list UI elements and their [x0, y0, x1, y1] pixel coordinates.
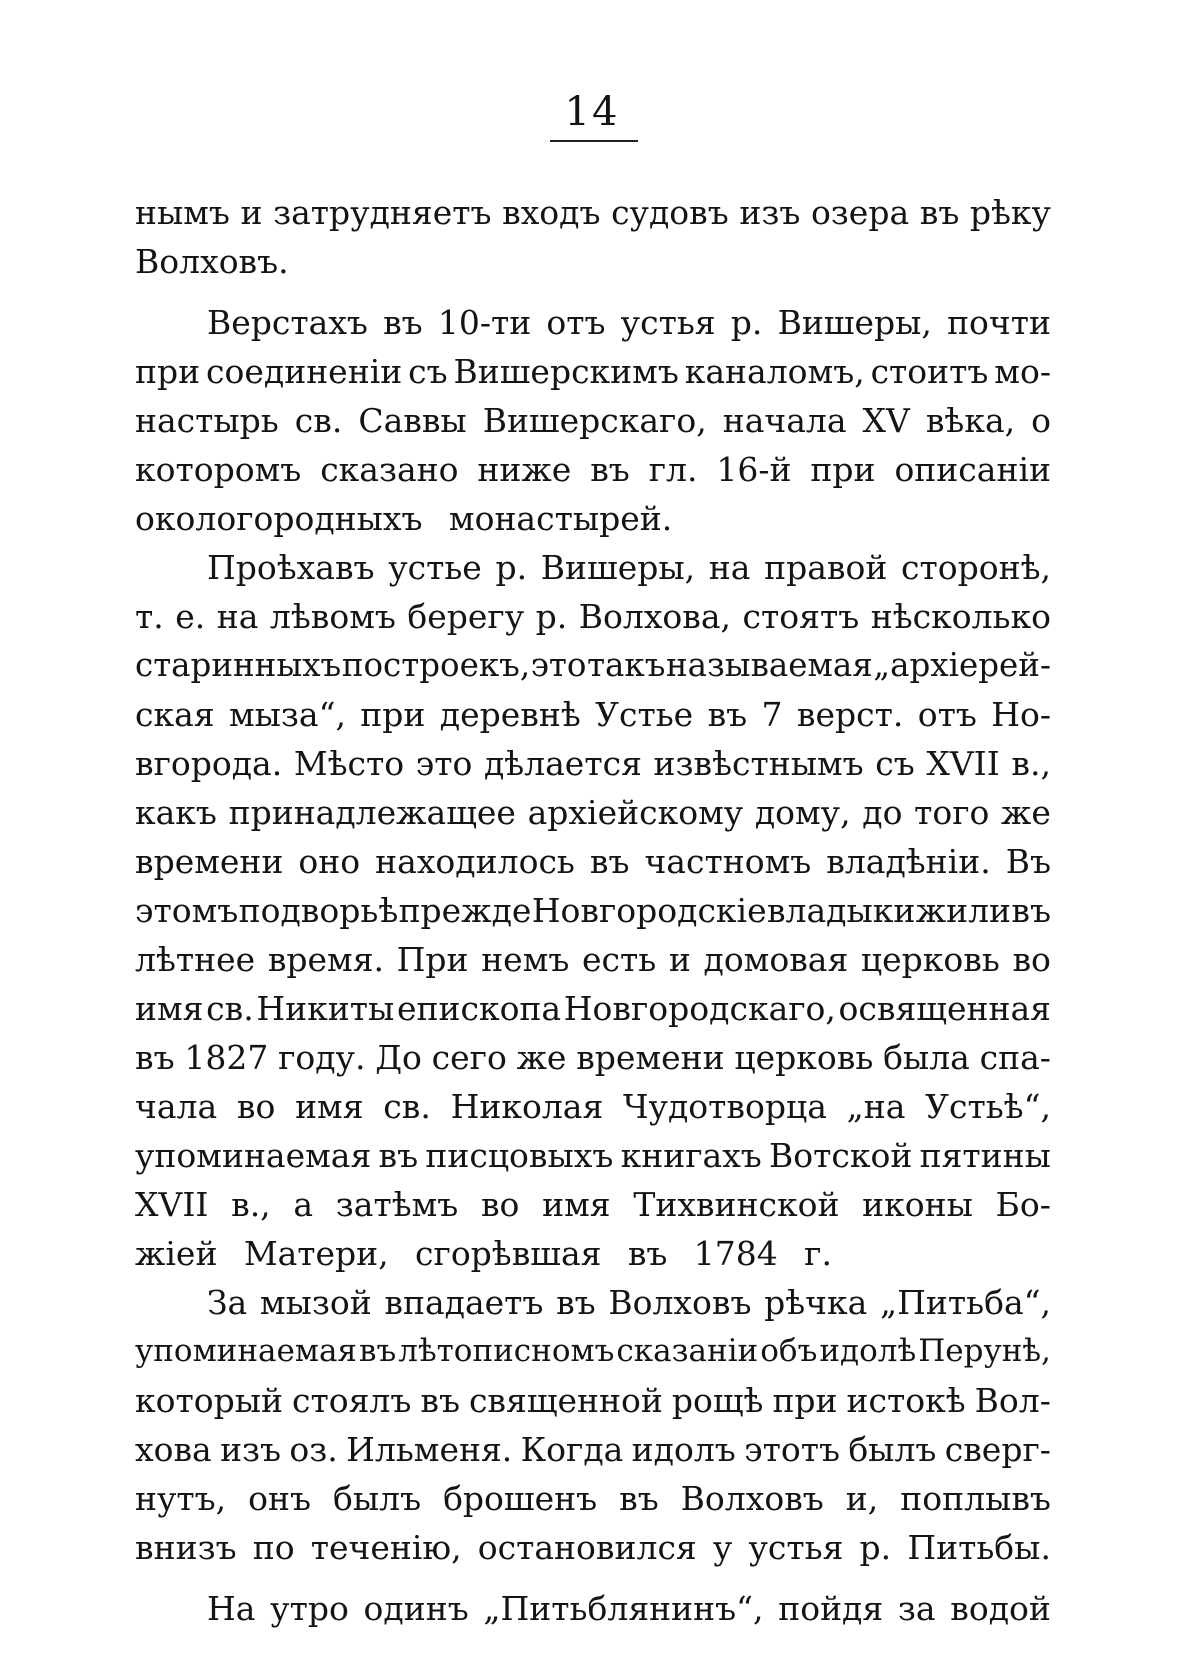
word: 1784	[693, 1234, 778, 1273]
word: Перунѣ,	[918, 1333, 1051, 1369]
word: Въ	[1005, 842, 1051, 881]
word: почти	[947, 303, 1051, 342]
word: XVII	[926, 744, 1000, 783]
word: немъ	[481, 940, 570, 979]
word: берегу	[407, 597, 525, 636]
word: монастырей.	[448, 499, 673, 538]
text-line	[135, 494, 1051, 543]
word: дому,	[754, 793, 851, 832]
word: въ	[589, 842, 630, 881]
word: Волхова,	[578, 597, 732, 636]
word: деревнѣ	[439, 695, 581, 734]
word: это	[530, 646, 587, 684]
word: лѣтнее	[135, 940, 256, 979]
word: время.	[267, 940, 385, 979]
word: которомъ	[135, 450, 302, 489]
word: это	[415, 744, 473, 783]
text-line	[135, 935, 1051, 984]
word: сего	[431, 1038, 507, 1077]
word: 16-й	[716, 450, 792, 489]
word: настырь	[135, 401, 279, 440]
word: во	[236, 1087, 276, 1126]
word: подворьѣ	[238, 891, 399, 930]
text-line	[135, 592, 1051, 641]
word: при	[135, 352, 201, 391]
text-line	[135, 1180, 1051, 1229]
word: въ	[707, 695, 748, 734]
word: р.	[495, 548, 528, 587]
text-line	[135, 1474, 1051, 1523]
word: епископа	[396, 989, 562, 1028]
word: того	[914, 793, 990, 832]
word: Новгородскаго,	[563, 989, 836, 1028]
word: Волховъ.	[135, 242, 289, 281]
word: Вишерскаго,	[482, 401, 707, 440]
word: архіейскому	[527, 793, 744, 832]
word: извѣстнымъ	[653, 744, 864, 783]
word: остановился	[477, 1528, 697, 1567]
word: спа-	[979, 1038, 1051, 1077]
word: а	[293, 1185, 314, 1224]
word: году.	[278, 1038, 366, 1077]
word: была	[883, 1038, 970, 1077]
word: На	[207, 1589, 256, 1628]
word: Никиты	[256, 989, 395, 1028]
word: идолъ	[631, 1430, 736, 1469]
word: и,	[845, 1479, 879, 1518]
word: жили	[915, 891, 1012, 930]
word: при	[810, 450, 876, 489]
word: рѣчка	[764, 1283, 868, 1322]
word: который	[135, 1381, 284, 1420]
word: дѣлается	[483, 744, 642, 783]
word: стоитъ	[870, 352, 989, 391]
word: нѣсколько	[870, 597, 1051, 636]
word: Вишерскимъ	[453, 352, 679, 391]
word: хова	[135, 1430, 212, 1469]
word: соединеніи	[206, 352, 403, 391]
word: „на	[846, 1087, 906, 1126]
word: изъ	[739, 193, 801, 232]
word: Но-	[991, 695, 1051, 734]
word: теченію,	[310, 1528, 462, 1567]
word: отъ	[546, 303, 606, 342]
word: священной	[468, 1381, 663, 1420]
word: изъ	[220, 1430, 282, 1469]
text-line	[135, 347, 1051, 396]
word: поплывъ	[900, 1479, 1051, 1518]
word: же	[516, 1038, 567, 1077]
word: въ	[359, 1333, 397, 1369]
word: устья	[620, 303, 716, 342]
text-line	[135, 396, 1051, 445]
word: внизъ	[135, 1528, 237, 1567]
word: въ	[378, 1136, 419, 1175]
text-line	[135, 886, 1051, 935]
word: 7	[761, 695, 783, 734]
word: упоминаемая	[135, 1333, 357, 1369]
word: при	[772, 1381, 838, 1420]
word: въ	[556, 1283, 596, 1322]
word: рощѣ	[671, 1381, 764, 1420]
word: р.	[859, 1528, 892, 1567]
word: За	[207, 1283, 248, 1322]
word: въ	[420, 1381, 460, 1420]
text-line	[135, 690, 1051, 739]
text-line	[135, 1523, 1051, 1572]
word: р.	[535, 597, 568, 636]
word: Мѣсто	[293, 744, 405, 783]
word: одинъ	[363, 1589, 469, 1628]
word: упоминаемая	[135, 1136, 372, 1175]
word: Саввы	[358, 401, 467, 440]
text-line	[135, 1584, 1051, 1633]
word: за	[897, 1589, 936, 1628]
word: церковь	[860, 940, 1000, 979]
text-line	[135, 984, 1051, 1033]
word: Новгородскіе	[531, 891, 767, 930]
word: рѣку	[969, 193, 1051, 232]
word: водой	[950, 1589, 1051, 1628]
word: Тихвинской	[633, 1185, 840, 1224]
word: въ	[590, 450, 630, 489]
text-line	[135, 1033, 1051, 1082]
word: называемая	[666, 646, 873, 684]
word: Вишеры,	[540, 548, 696, 587]
word: во	[480, 1185, 520, 1224]
text-line	[135, 298, 1051, 347]
text-line	[135, 188, 1051, 237]
word: мыза“,	[228, 695, 346, 734]
word: былъ	[848, 1430, 937, 1469]
word: „Питьблянинъ“,	[483, 1589, 764, 1628]
word: вгорода.	[135, 744, 283, 783]
word: впадаетъ	[384, 1283, 544, 1322]
word: затрудняетъ	[273, 193, 492, 232]
word: Верстахъ	[207, 303, 368, 342]
word: описаніи	[894, 450, 1051, 489]
word: 1827	[184, 1038, 269, 1077]
word: церковь	[734, 1038, 874, 1077]
text-line	[135, 445, 1051, 494]
text-line	[135, 641, 1051, 690]
word: стоятъ	[742, 597, 860, 636]
word: брошенъ	[443, 1479, 598, 1518]
page-number: 14	[564, 89, 620, 135]
word: вѣка,	[925, 401, 1016, 440]
word: Проѣхавъ	[207, 548, 375, 587]
word: окологородныхъ	[135, 499, 423, 538]
word: ская	[135, 695, 215, 734]
word: в.,	[231, 1185, 271, 1224]
word: начала	[722, 401, 847, 440]
word: стоялъ	[292, 1381, 412, 1420]
word: принадлежащее	[228, 793, 516, 832]
word: Питьбы.	[907, 1528, 1051, 1567]
word: въ	[135, 1038, 175, 1077]
word: св.	[294, 401, 343, 440]
word: правой	[764, 548, 888, 587]
word: мо-	[994, 352, 1051, 391]
word: домовая	[703, 940, 849, 979]
word: Волховъ	[680, 1479, 824, 1518]
word: т.	[135, 597, 164, 636]
word: о	[1031, 401, 1051, 440]
word: владѣніи.	[826, 842, 991, 881]
word: и	[668, 940, 691, 979]
word: лѣтописномъ	[398, 1333, 615, 1369]
word: у	[712, 1528, 733, 1567]
word: въ	[919, 193, 960, 232]
word: При	[396, 940, 469, 979]
word: св.	[206, 989, 254, 1028]
word: е.	[175, 597, 206, 636]
word: жіей	[135, 1234, 218, 1273]
word: былъ	[332, 1479, 422, 1518]
word: оно	[298, 842, 361, 881]
word: книгахъ	[620, 1136, 762, 1175]
word: истокѣ	[846, 1381, 966, 1420]
word: сгорѣвшая	[415, 1234, 602, 1273]
word: находилось	[375, 842, 575, 881]
word: входъ	[502, 193, 601, 232]
word: этомъ	[135, 891, 239, 930]
word: на	[216, 597, 259, 636]
word: имя	[135, 989, 204, 1028]
word: писцовыхъ	[425, 1136, 614, 1175]
word: и	[240, 193, 263, 232]
word: онъ	[248, 1479, 311, 1518]
word: Вотской	[769, 1136, 913, 1175]
word: прежде	[398, 891, 532, 930]
page-number-rule	[550, 140, 638, 142]
text-line	[135, 1278, 1051, 1327]
word: времени	[576, 1038, 725, 1077]
word: по	[252, 1528, 295, 1567]
word: освященная	[838, 989, 1051, 1028]
word: ниже	[477, 450, 572, 489]
word: оз.	[289, 1430, 338, 1469]
word: гл.	[648, 450, 698, 489]
text-line	[135, 543, 1051, 592]
word: до	[862, 793, 903, 832]
word: в.,	[1011, 744, 1051, 783]
text-line	[135, 1327, 1051, 1376]
word: мызой	[259, 1283, 372, 1322]
word: во	[1012, 940, 1051, 979]
word: Матери,	[243, 1234, 389, 1273]
text-line	[135, 837, 1051, 886]
word: Вишеры,	[777, 303, 932, 342]
word: XV	[862, 401, 910, 440]
word: св.	[383, 1087, 431, 1126]
word: пойдя	[778, 1589, 884, 1628]
word: Когда	[520, 1430, 624, 1469]
word: судовъ	[611, 193, 729, 232]
word: времени	[135, 842, 284, 881]
word: До	[375, 1038, 422, 1077]
word: съ	[875, 744, 915, 783]
word: Ильменя.	[346, 1430, 513, 1469]
word: Волховъ	[608, 1283, 752, 1322]
word: въ	[619, 1479, 659, 1518]
word: на	[708, 548, 751, 587]
word: какъ	[135, 793, 217, 832]
word: сказаніи	[616, 1333, 759, 1369]
word: сторонѣ,	[901, 548, 1051, 587]
text-line	[135, 739, 1051, 788]
word: нымъ	[135, 193, 230, 232]
word: Устьѣ“,	[925, 1087, 1051, 1126]
word: въ	[383, 303, 423, 342]
word: имя	[542, 1185, 611, 1224]
word: пятины	[919, 1136, 1051, 1175]
word: Николая	[450, 1087, 604, 1126]
word: „архіерей-	[873, 646, 1051, 684]
word: лѣвомъ	[269, 597, 396, 636]
word: г.	[804, 1234, 832, 1273]
word: „Питьба“,	[879, 1283, 1051, 1322]
word: въ	[627, 1234, 668, 1273]
word: владыки	[766, 891, 916, 930]
word: объ	[760, 1333, 818, 1369]
word: р.	[730, 303, 763, 342]
word: Бо-	[995, 1185, 1051, 1224]
word: частномъ	[644, 842, 812, 881]
word: каналомъ,	[684, 352, 865, 391]
word: при	[360, 695, 426, 734]
word: утро	[270, 1589, 349, 1628]
text-line	[135, 1229, 1051, 1278]
text-line	[135, 1425, 1051, 1474]
word: Чудотворца	[623, 1087, 827, 1126]
word: построекъ,	[341, 646, 531, 684]
word: устье	[388, 548, 482, 587]
body-text	[135, 188, 1051, 1633]
word: въ	[1011, 891, 1051, 930]
word: иконы	[862, 1185, 973, 1224]
word: сверг-	[944, 1430, 1051, 1469]
word: XVII	[135, 1185, 209, 1224]
word: нутъ,	[135, 1479, 227, 1518]
word: Вол-	[974, 1381, 1051, 1420]
word: чала	[135, 1087, 218, 1126]
word: озера	[810, 193, 910, 232]
text-line	[135, 788, 1051, 837]
word: затѣмъ	[335, 1185, 459, 1224]
text-line	[135, 1082, 1051, 1131]
word: Устье	[595, 695, 694, 734]
word: этотъ	[744, 1430, 840, 1469]
word: съ	[408, 352, 448, 391]
word: верст.	[796, 695, 904, 734]
word: 10-ти	[437, 303, 532, 342]
word: старинныхъ	[135, 646, 342, 684]
word: сказано	[320, 450, 459, 489]
word: такъ	[587, 646, 666, 684]
text-line	[135, 237, 1051, 286]
word: устья	[748, 1528, 844, 1567]
word: же	[1001, 793, 1051, 832]
word: имя	[295, 1087, 364, 1126]
text-line	[135, 1376, 1051, 1425]
text-line	[135, 1131, 1051, 1180]
word: отъ	[917, 695, 977, 734]
word: идолѣ	[819, 1333, 917, 1369]
word: есть	[582, 940, 657, 979]
